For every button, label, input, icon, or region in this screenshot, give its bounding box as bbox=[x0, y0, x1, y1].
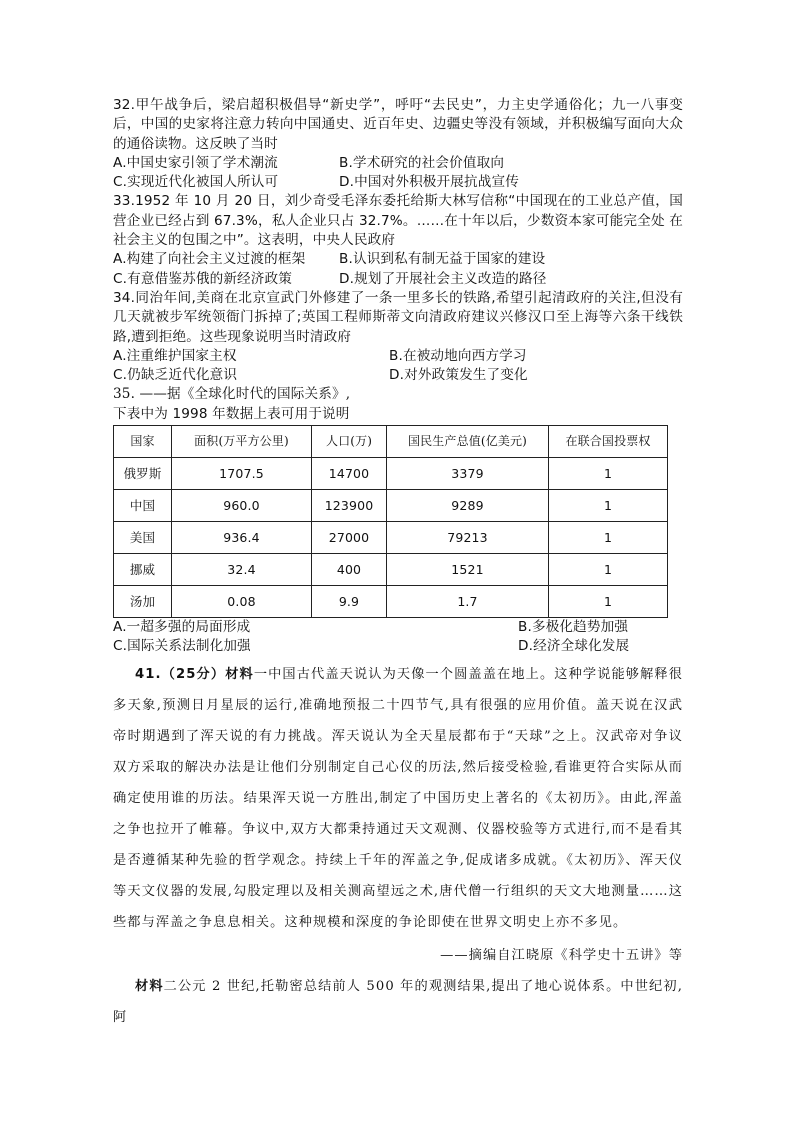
exam-page bbox=[113, 96, 683, 1033]
table-row bbox=[114, 458, 668, 490]
question-41 bbox=[113, 659, 683, 1033]
question-33 bbox=[113, 192, 683, 288]
material-text: 二公元 2 世纪,托勒密总结前人 500 年的观测结果,提出了地心说体系。中世纪初,阿 bbox=[113, 978, 683, 1025]
cell-gnp: 1.7 bbox=[387, 586, 549, 618]
option-d[interactable]: D.中国对外积极开展抗战宣传 bbox=[339, 174, 520, 191]
option-d[interactable]: D.规划了开展社会主义改造的路径 bbox=[339, 270, 547, 287]
question-stem: 33.1952 年 10 月 20 日，刘少奇受毛泽东委托给斯大林写信称“中国现在的工业总产值，国营企业已经占到 67.3%，私人企业只占 32.7%。……在十年以后，少数资本家可能完全处 在社会主义的包围之中”。这表明，中央人民政府 bbox=[113, 193, 683, 249]
table-header-row bbox=[114, 426, 668, 458]
cell-gnp: 1521 bbox=[387, 554, 549, 586]
cell-population: 123900 bbox=[312, 490, 387, 522]
option-b[interactable]: B.多极化趋势加强 bbox=[518, 619, 629, 636]
cell-area: 960.0 bbox=[172, 490, 312, 522]
material-label: 材料 bbox=[225, 666, 254, 682]
options bbox=[113, 154, 683, 193]
question-34 bbox=[113, 289, 683, 385]
option-b[interactable]: B.学术研究的社会价值取向 bbox=[339, 154, 505, 171]
cell-un-vote: 1 bbox=[549, 458, 668, 490]
cell-un-vote: 1 bbox=[549, 586, 668, 618]
cell-area: 0.08 bbox=[172, 586, 312, 618]
option-d[interactable]: D.对外政策发生了变化 bbox=[389, 367, 528, 384]
material-label: 材料 bbox=[135, 978, 164, 994]
cell-country: 俄罗斯 bbox=[114, 458, 172, 490]
cell-gnp: 3379 bbox=[387, 458, 549, 490]
question-stem: 34.同治年间,美商在北京宣武门外修建了一条一里多长的铁路,希望引起清政府的关注,但没有几天就被步军统领衙门拆掉了;英国工程师斯蒂文向清政府建议兴修汉口至上海等六条干线铁路,遭到拒绝。这些现象说明当时清政府 bbox=[113, 289, 683, 345]
cell-population: 400 bbox=[312, 554, 387, 586]
cell-area: 1707.5 bbox=[172, 458, 312, 490]
cell-area: 936.4 bbox=[172, 522, 312, 554]
cell-country: 汤加 bbox=[114, 586, 172, 618]
cell-population: 9.9 bbox=[312, 586, 387, 618]
option-c[interactable]: C.有意借鉴苏俄的新经济政策 bbox=[113, 270, 293, 287]
header-un-vote: 在联合国投票权 bbox=[549, 426, 668, 458]
question-stem: 32.甲午战争后，梁启超积极倡导“新史学”，呼吁“去民史”，力主史学通俗化；九一八事变后，中国的史家将注意力转向中国通史、近百年史、边疆史等没有领域，并积极编写面向大众的通俗读物。这反映了当时 bbox=[113, 97, 683, 152]
table-row bbox=[114, 490, 668, 522]
cell-country: 美国 bbox=[114, 522, 172, 554]
options bbox=[113, 347, 683, 386]
cell-country: 挪威 bbox=[114, 554, 172, 586]
options bbox=[113, 250, 683, 289]
options bbox=[113, 618, 683, 657]
cell-area: 32.4 bbox=[172, 554, 312, 586]
option-d[interactable]: D.经济全球化发展 bbox=[518, 638, 630, 655]
material-2 bbox=[113, 971, 683, 1033]
data-table bbox=[113, 425, 668, 618]
header-gnp: 国民生产总值(亿美元) bbox=[387, 426, 549, 458]
material-text: 一中国古代盖天说认为天像一个圆盖盖在地上。这种学说能够解释很多天象,预测日月星辰的运行,准确地预报二十四节气,具有很强的应用价值。盖天说在汉武帝时期遇到了浑天说的有力挑战。浑天说认为全天星辰都布于“天球”之上。汉武帝对争议双方采取的解决办法是让他们分别制定自己心仪的历法,然后接受检验,看谁更符合实际从而确定使用谁的历法。结果浑天说一方胜出,制定了中国历史上著名的《太初历》。由此,浑盖之争也拉开了帷幕。争议中,双方大都秉持通过天文观测、仪器校验等方式进行,而不是看其是否遵循某种先验的哲学观念。持续上千年的浑盖之争,促成诸多成就。《太初历》、浑天仪等天文仪器的发展,勾股定理以及相关测高望远之术,唐代僧一行组织的天文大地测量……这些都与浑盖之争息息相关。这种规模和深度的争论即使在世界文明史上亦不多见。 bbox=[113, 666, 684, 930]
cell-population: 14700 bbox=[312, 458, 387, 490]
cell-gnp: 9289 bbox=[387, 490, 549, 522]
option-a[interactable]: A.中国史家引领了学术潮流 bbox=[113, 154, 278, 171]
header-area: 面积(万平方公里) bbox=[172, 426, 312, 458]
header-population: 人口(万) bbox=[312, 426, 387, 458]
header-country: 国家 bbox=[114, 426, 172, 458]
option-c[interactable]: C.实现近代化被国人所认可 bbox=[113, 174, 279, 191]
option-a[interactable]: A.构建了向社会主义过渡的框架 bbox=[113, 251, 306, 268]
material-source: ——摘编自江晓原《科学史十五讲》等 bbox=[440, 947, 683, 963]
cell-un-vote: 1 bbox=[549, 554, 668, 586]
option-b[interactable]: B.认识到私有制无益于国家的建设 bbox=[339, 251, 546, 268]
table-row bbox=[114, 522, 668, 554]
cell-un-vote: 1 bbox=[549, 522, 668, 554]
question-stem: 下表中为 1998 年数据上表可用于说明 bbox=[113, 405, 350, 422]
table-row bbox=[114, 554, 668, 586]
question-32 bbox=[113, 96, 683, 192]
option-b[interactable]: B.在被动地向西方学习 bbox=[389, 347, 527, 364]
table-row bbox=[114, 586, 668, 618]
cell-un-vote: 1 bbox=[549, 490, 668, 522]
option-a[interactable]: A.注重维护国家主权 bbox=[113, 347, 237, 364]
cell-country: 中国 bbox=[114, 490, 172, 522]
question-source-line: 35. ——据《全球化时代的国际关系》, bbox=[113, 386, 351, 403]
option-c[interactable]: C.国际关系法制化加强 bbox=[113, 638, 251, 655]
cell-population: 27000 bbox=[312, 522, 387, 554]
option-a[interactable]: A.一超多强的局面形成 bbox=[113, 619, 251, 636]
question-35 bbox=[113, 385, 683, 656]
option-c[interactable]: C.仍缺乏近代化意识 bbox=[113, 367, 238, 384]
question-number: 41.（25分） bbox=[135, 666, 226, 682]
material-1 bbox=[113, 659, 683, 938]
cell-gnp: 79213 bbox=[387, 522, 549, 554]
